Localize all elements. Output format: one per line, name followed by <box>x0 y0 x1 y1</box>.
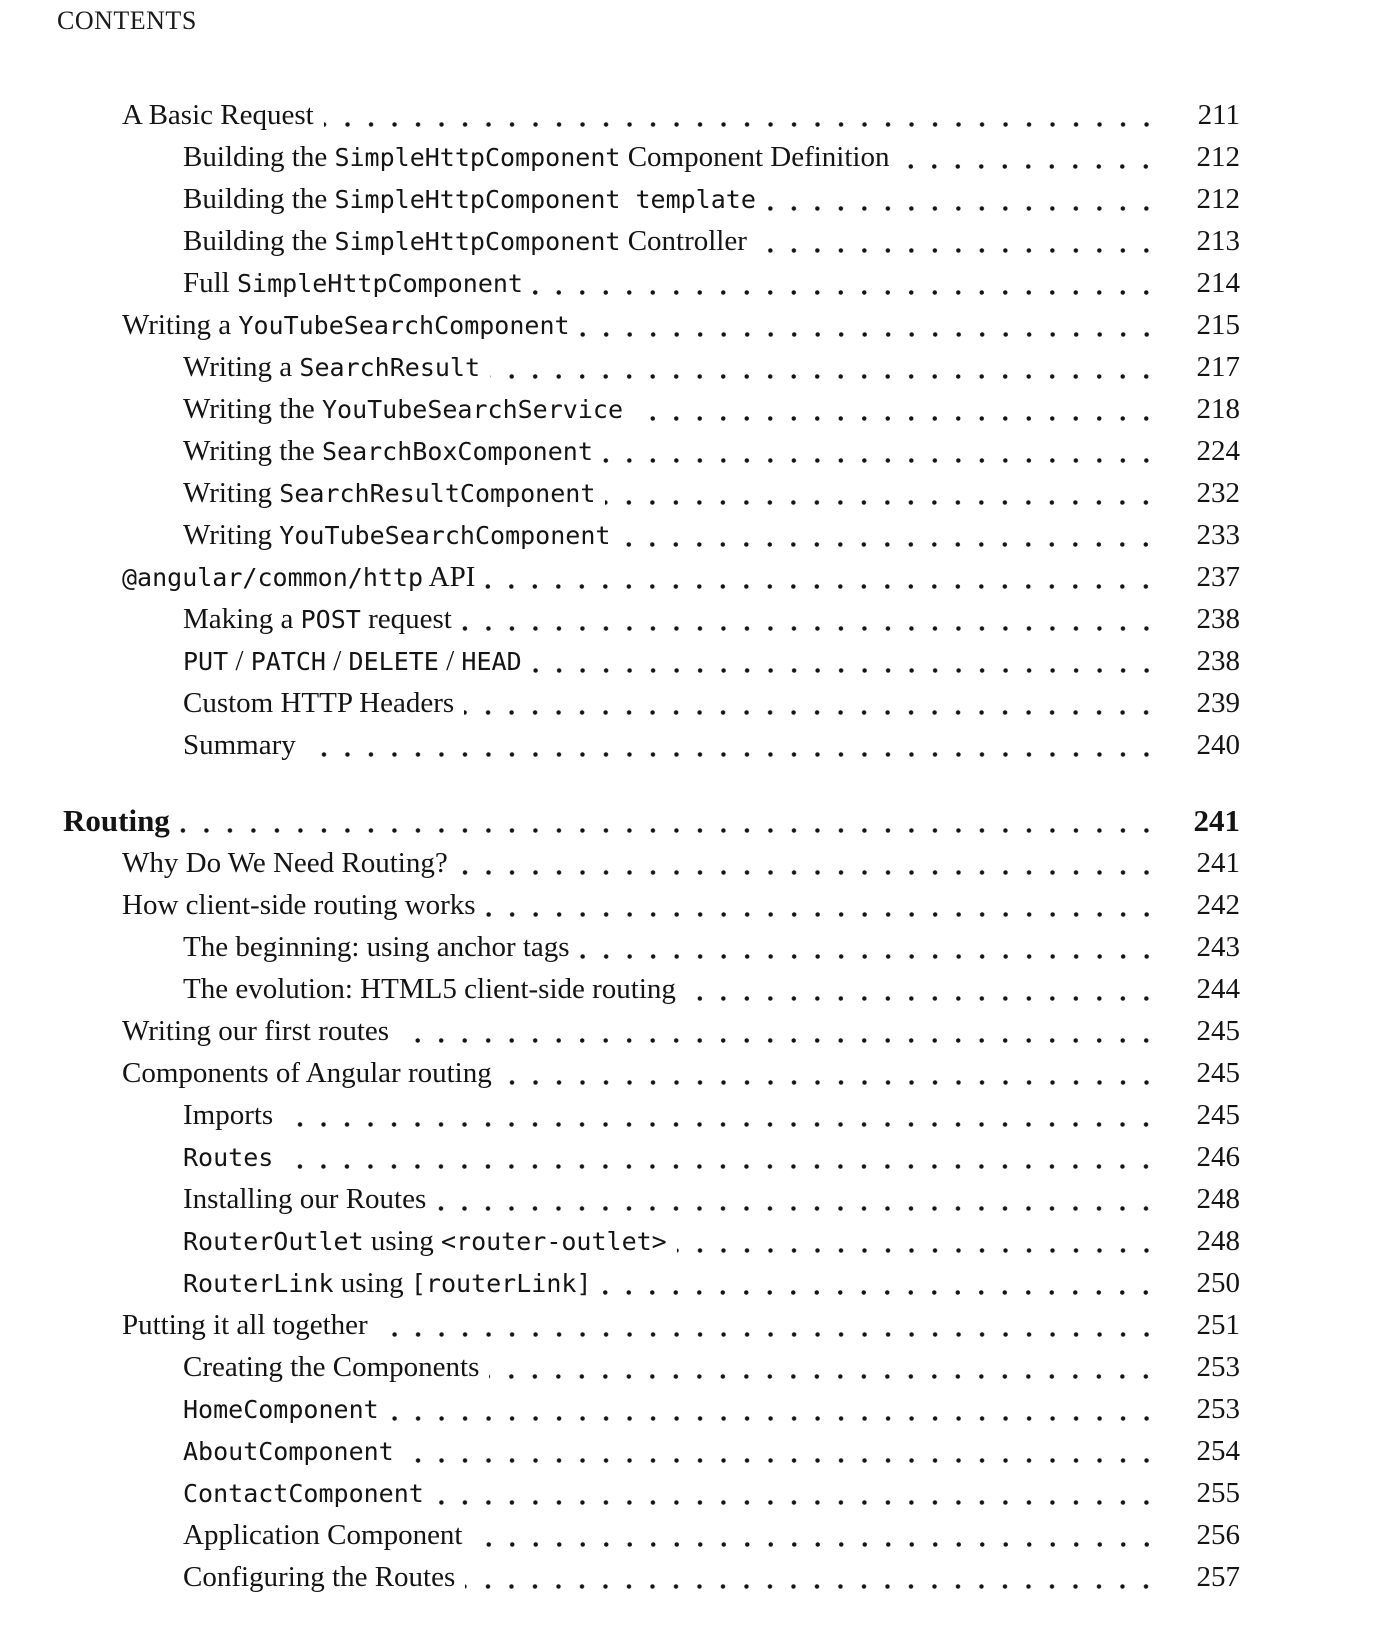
toc-entry-page: 232 <box>1196 477 1240 509</box>
dot-leader <box>464 682 1162 724</box>
dot-leader <box>404 1430 1162 1472</box>
toc-entry-title <box>183 136 889 179</box>
toc-entry <box>183 926 1240 968</box>
toc-entry-title <box>122 884 476 926</box>
dot-leader <box>486 884 1162 926</box>
toc-entry <box>122 94 1240 136</box>
dot-leader <box>605 472 1162 514</box>
toc-entry-page: 238 <box>1196 645 1240 677</box>
toc-entry-page: 215 <box>1196 309 1240 341</box>
toc-entry-page: 241 <box>1196 847 1240 879</box>
dot-leader <box>620 514 1162 556</box>
toc-entry-title <box>183 1388 379 1431</box>
title-text: Writing <box>183 477 280 509</box>
toc-entry-title <box>122 94 314 136</box>
toc-entry <box>122 1304 1240 1346</box>
toc-entry-title <box>183 1136 273 1179</box>
toc-entry-title <box>183 682 454 724</box>
toc-entry <box>183 136 1240 178</box>
title-text: Configuring the Routes <box>183 1561 456 1593</box>
toc-entry-title <box>183 1220 667 1263</box>
toc-entry-page: 251 <box>1196 1309 1240 1341</box>
title-text: The evolution: HTML5 client-side routing <box>183 973 676 1005</box>
title-text: Installing our Routes <box>183 1183 427 1215</box>
toc-entry <box>122 1052 1240 1094</box>
page-header-contents: CONTENTS <box>57 6 197 35</box>
title-text: Why Do We Need Routing? <box>122 847 448 879</box>
toc-entry-title <box>63 800 170 842</box>
toc-entry <box>183 598 1240 640</box>
dot-leader <box>283 1094 1162 1136</box>
title-text: using <box>333 1267 411 1299</box>
toc-entry-title <box>183 1514 463 1556</box>
toc-entry <box>183 388 1240 430</box>
toc-entry <box>183 430 1240 472</box>
table-of-contents <box>0 94 1400 1598</box>
toc-entry-page: 214 <box>1196 267 1240 299</box>
toc-entry <box>183 1094 1240 1136</box>
toc-entry-title <box>183 1094 273 1136</box>
dot-leader <box>532 640 1162 682</box>
title-text: Writing the <box>183 435 322 467</box>
toc-entry <box>183 1178 1240 1220</box>
title-text: Controller <box>620 225 747 257</box>
toc-entry-title <box>122 556 475 599</box>
toc-entry-page: 245 <box>1196 1099 1240 1131</box>
code-text: YouTubeSearchComponent <box>279 521 611 550</box>
dot-leader <box>502 1052 1162 1094</box>
dot-leader <box>677 1220 1162 1262</box>
title-text: request <box>360 603 452 635</box>
toc-entry-page: 253 <box>1196 1393 1240 1425</box>
dot-leader <box>283 1136 1162 1178</box>
toc-entry <box>183 514 1240 556</box>
title-text: API <box>423 561 476 593</box>
code-text: HomeComponent <box>183 1395 379 1424</box>
toc-entry <box>183 178 1240 220</box>
title-text: Creating the Components <box>183 1351 480 1383</box>
code-text: RouterOutlet <box>183 1227 364 1256</box>
dot-leader <box>601 1262 1162 1304</box>
code-text: HEAD <box>461 647 522 676</box>
toc-entry <box>183 1430 1240 1472</box>
title-text: Building the <box>183 225 335 257</box>
title-text: Making a <box>183 603 301 635</box>
toc-entry <box>183 262 1240 304</box>
toc-entry-page: 242 <box>1196 889 1240 921</box>
toc-entry <box>183 1472 1240 1514</box>
toc-entry-page: 254 <box>1196 1435 1240 1467</box>
toc-entry-page: 256 <box>1196 1519 1240 1551</box>
title-text: Building the <box>183 183 335 215</box>
toc-entry <box>122 304 1240 346</box>
code-text: <router-outlet> <box>440 1227 667 1256</box>
toc-entry-page: 248 <box>1196 1183 1240 1215</box>
code-text: PATCH <box>250 647 326 676</box>
toc-chapter-entry <box>63 800 1240 842</box>
dot-leader <box>757 220 1162 262</box>
dot-leader <box>436 1178 1162 1220</box>
code-text: SearchBoxComponent <box>321 437 593 466</box>
toc-entry-title <box>183 430 593 473</box>
toc-entry-page: 233 <box>1196 519 1240 551</box>
toc-entry-title <box>183 968 676 1010</box>
toc-entry <box>183 1262 1240 1304</box>
title-text: / <box>228 645 251 677</box>
title-text: Imports <box>183 1099 274 1131</box>
title-text: / <box>325 645 349 677</box>
toc-entry <box>183 346 1240 388</box>
toc-entry-page: 243 <box>1196 931 1240 963</box>
toc-entry-page: 255 <box>1196 1477 1240 1509</box>
toc-entry <box>183 472 1240 514</box>
toc-entry <box>183 220 1240 262</box>
toc-entry-page: 237 <box>1196 561 1240 593</box>
code-text: Routes <box>183 1143 274 1172</box>
dot-leader <box>485 556 1162 598</box>
toc-entry-title <box>183 346 480 389</box>
toc-entry <box>183 724 1240 766</box>
toc-entry-page: 245 <box>1196 1015 1240 1047</box>
toc-entry <box>183 968 1240 1010</box>
toc-entry-title <box>183 1262 591 1305</box>
code-text: SimpleHttpComponent template <box>334 185 756 214</box>
toc-entry-page: 241 <box>1193 803 1240 838</box>
toc-entry-page: 217 <box>1196 351 1240 383</box>
dot-leader <box>580 926 1162 968</box>
dot-leader <box>378 1304 1162 1346</box>
toc-entry <box>122 884 1240 926</box>
code-text: RouterLink <box>183 1269 334 1298</box>
toc-entry-page: 211 <box>1197 99 1240 131</box>
toc-entry-page: 238 <box>1196 603 1240 635</box>
toc-entry-title <box>183 262 523 305</box>
dot-leader <box>686 968 1162 1010</box>
toc-entry-page: 240 <box>1196 729 1240 761</box>
toc-entry-title <box>183 1346 479 1388</box>
dot-leader <box>306 724 1162 766</box>
toc-entry-page: 213 <box>1196 225 1240 257</box>
toc-entry-page: 250 <box>1196 1267 1240 1299</box>
dot-leader <box>389 1388 1162 1430</box>
dot-leader <box>462 598 1162 640</box>
code-text: DELETE <box>348 647 439 676</box>
dot-leader <box>899 136 1162 178</box>
toc-entry <box>183 1514 1240 1556</box>
toc-entry-title <box>183 178 756 221</box>
title-text: Putting it all together <box>122 1309 368 1341</box>
toc-entry-title <box>183 220 747 263</box>
toc-entry-page: 253 <box>1196 1351 1240 1383</box>
toc-entry-title <box>122 1304 368 1346</box>
toc-entry-title <box>183 514 610 557</box>
toc-entry <box>122 556 1240 598</box>
toc-entry <box>183 640 1240 682</box>
dot-leader <box>489 1346 1162 1388</box>
title-text: Writing <box>183 519 280 551</box>
code-text: @angular/common/http <box>122 563 424 592</box>
code-text: YouTubeSearchService <box>321 395 623 424</box>
toc-entry-page: 212 <box>1196 183 1240 215</box>
toc-entry <box>183 1556 1240 1598</box>
title-text: Building the <box>183 141 335 173</box>
code-text: SimpleHttpComponent <box>334 143 621 172</box>
toc-entry <box>183 1220 1240 1262</box>
toc-entry-page: 245 <box>1196 1057 1240 1089</box>
toc-entry-page: 257 <box>1196 1561 1240 1593</box>
title-text: Custom HTTP Headers <box>183 687 455 719</box>
dot-leader <box>399 1010 1162 1052</box>
toc-entry-title <box>183 598 452 641</box>
toc-entry <box>183 1346 1240 1388</box>
toc-entry-page: 224 <box>1196 435 1240 467</box>
toc-entry-page: 244 <box>1196 973 1240 1005</box>
toc-entry-title <box>183 1556 455 1598</box>
title-text: using <box>363 1225 441 1257</box>
code-text: SearchResult <box>299 353 481 382</box>
toc-entry-page: 248 <box>1196 1225 1240 1257</box>
dot-leader <box>766 178 1162 220</box>
toc-entry-page: 218 <box>1196 393 1240 425</box>
toc-entry-title <box>183 724 296 766</box>
title-text: / <box>438 645 462 677</box>
title-text: How client-side routing works <box>122 889 476 921</box>
toc-entry-title <box>122 304 570 347</box>
toc-entry-title <box>183 388 623 431</box>
code-text: POST <box>300 605 361 634</box>
code-text: SearchResultComponent <box>279 479 596 508</box>
dot-leader <box>465 1556 1162 1598</box>
dot-leader <box>580 304 1162 346</box>
code-text: ContactComponent <box>183 1479 424 1508</box>
code-text: SimpleHttpComponent <box>237 269 523 298</box>
toc-entry-title <box>122 842 448 884</box>
title-text: Component Definition <box>620 141 890 173</box>
title-text: A Basic Request <box>122 99 314 131</box>
toc-entry-title <box>183 640 522 683</box>
code-text: PUT <box>183 647 229 676</box>
toc-entry-title <box>183 472 595 515</box>
title-text: The beginning: using anchor tags <box>183 931 570 963</box>
toc-entry <box>183 1136 1240 1178</box>
toc-entry <box>183 1388 1240 1430</box>
code-text: AboutComponent <box>183 1437 394 1466</box>
toc-entry <box>122 842 1240 884</box>
toc-entry-title <box>183 1472 424 1515</box>
title-text: Writing our first routes <box>122 1015 390 1047</box>
toc-entry-page: 239 <box>1196 687 1240 719</box>
dot-leader <box>473 1514 1163 1556</box>
toc-entry-title <box>183 1178 426 1220</box>
dot-leader <box>434 1472 1162 1514</box>
toc-entry <box>183 682 1240 724</box>
title-text: Components of Angular routing <box>122 1057 492 1089</box>
dot-leader <box>180 800 1162 842</box>
title-text: Application Component <box>183 1519 463 1551</box>
toc-entry-page: 212 <box>1196 141 1240 173</box>
code-text: YouTubeSearchComponent <box>238 311 570 340</box>
title-text: Writing the <box>183 393 322 425</box>
dot-leader <box>490 346 1162 388</box>
title-text: Routing <box>63 803 170 838</box>
title-text: Writing a <box>183 351 300 383</box>
title-text: Writing a <box>122 309 239 341</box>
toc-entry-page: 246 <box>1196 1141 1240 1173</box>
code-text: [routerLink] <box>410 1269 592 1298</box>
toc-entry-title <box>183 1430 394 1473</box>
code-text: SimpleHttpComponent <box>334 227 621 256</box>
dot-leader <box>324 94 1162 136</box>
title-text: Summary <box>183 729 296 761</box>
dot-leader <box>633 388 1162 430</box>
title-text: Full <box>183 267 237 299</box>
dot-leader <box>533 262 1162 304</box>
toc-entry-title <box>122 1010 389 1052</box>
toc-entry <box>122 1010 1240 1052</box>
toc-entry-title <box>122 1052 492 1094</box>
toc-entry-title <box>183 926 570 968</box>
dot-leader <box>603 430 1162 472</box>
dot-leader <box>458 842 1162 884</box>
